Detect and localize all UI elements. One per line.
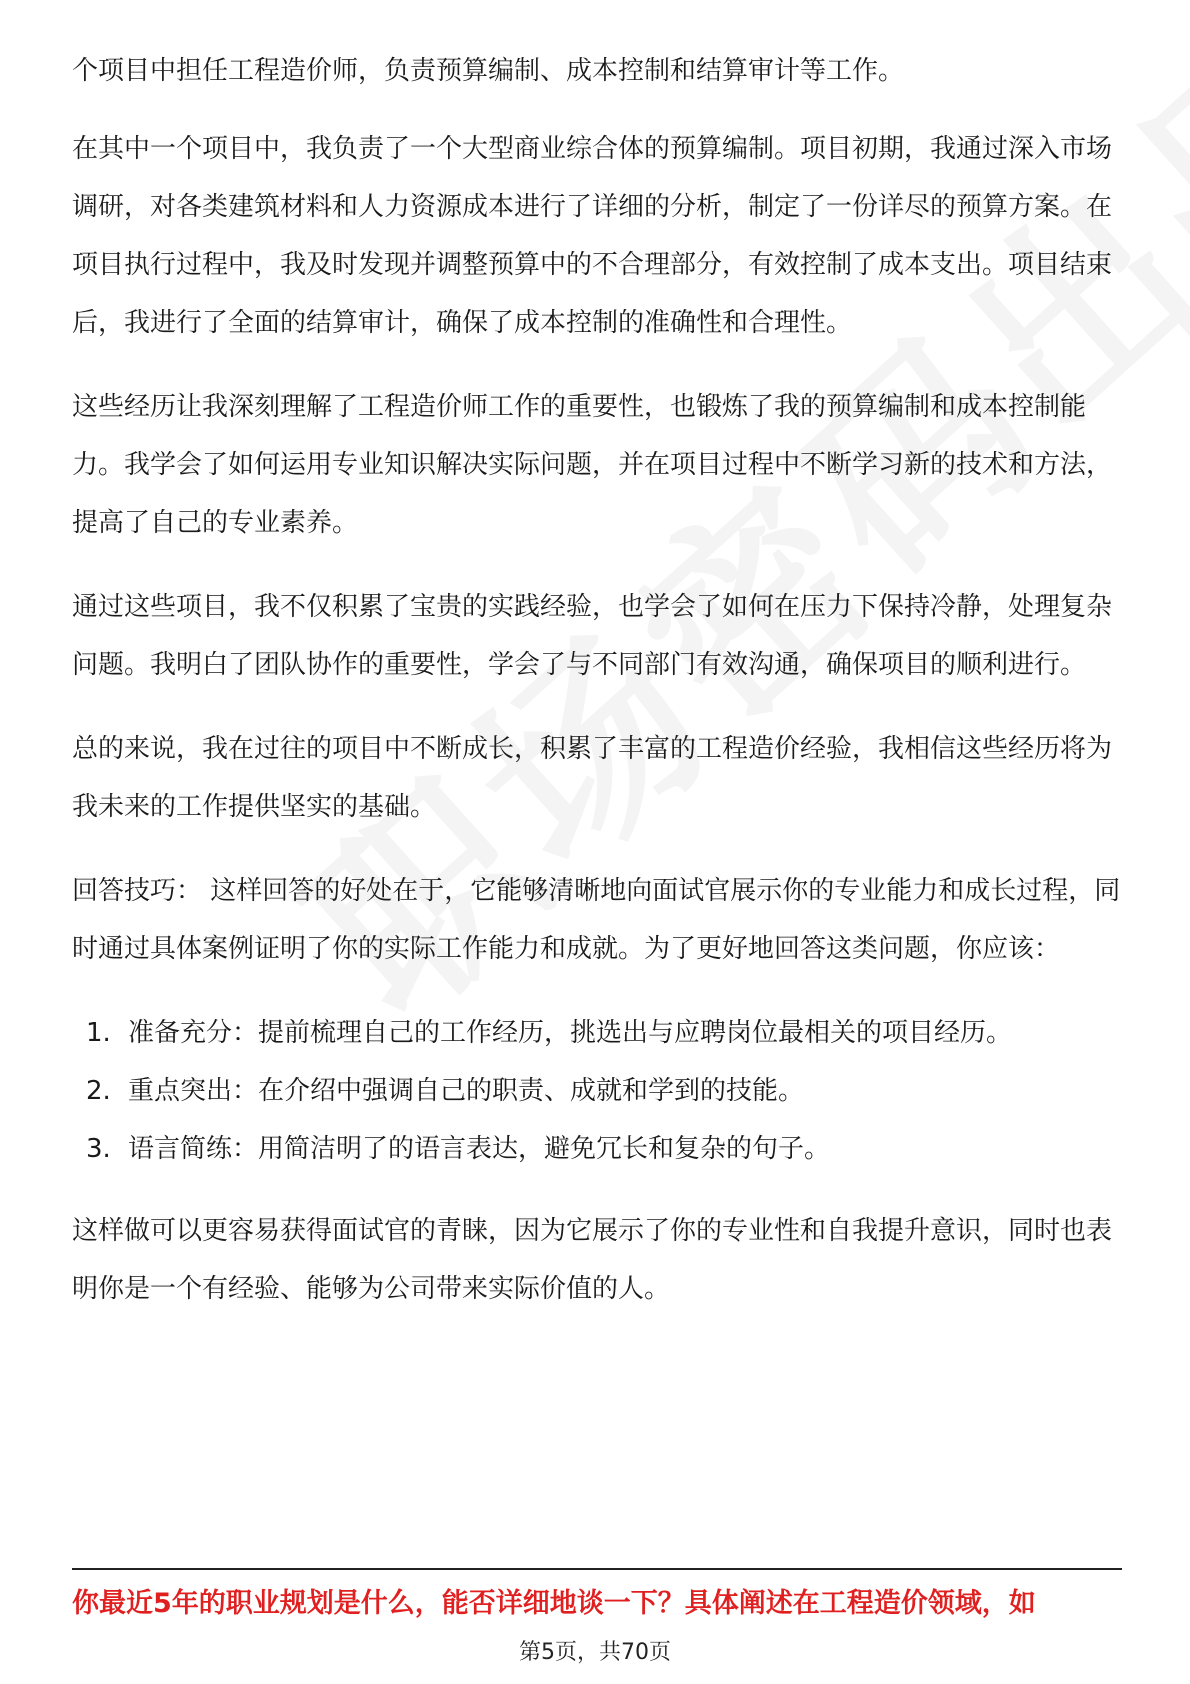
paragraph: 这些经历让我深刻理解了工程造价师工作的重要性，也锻炼了我的预算编制和成本控制能力。我学会了如何运用专业知识解决实际问题，并在项目过程中不断学习新的技术和方法，提高了自己的专业素养。 <box>72 392 1113 538</box>
list-text: 重点突出：在介绍中强调自己的职责、成就和学到的技能。 <box>128 1076 805 1106</box>
paragraph: 总的来说，我在过往的项目中不断成长，积累了丰富的工程造价经验，我相信这些经历将为我未来的工作提供坚实的基础。 <box>72 734 1113 822</box>
main-content <box>72 42 1122 1344</box>
paragraph: 在其中一个项目中，我负责了一个大型商业综合体的预算编制。项目初期，我通过深入市场调研，对各类建筑材料和人力资源成本进行了详细的分析，制定了一份详尽的预算方案。在项目执行过程中，我及时发现并调整预算中的不合理部分，有效控制了成本支出。项目结束后，我进行了全面的结算审计，确保了成本控制的准确性和合理性。 <box>72 134 1113 338</box>
list-item <box>72 1062 1122 1120</box>
list-text: 语言简练：用简洁明了的语言表达，避免冗长和复杂的句子。 <box>128 1134 831 1164</box>
list-number: 2. <box>86 1076 111 1106</box>
list-number: 1. <box>86 1018 111 1048</box>
list-text: 准备充分：提前梳理自己的工作经历，挑选出与应聘岗位最相关的项目经历。 <box>128 1018 1013 1048</box>
tips-list <box>72 1004 1122 1178</box>
list-item <box>72 1004 1122 1062</box>
divider <box>72 1568 1122 1570</box>
list-number: 3. <box>86 1134 111 1164</box>
page-number: 第5页，共70页 <box>519 1640 671 1665</box>
closing-paragraph: 这样做可以更容易获得面试官的青睐，因为它展示了你的专业性和自我提升意识，同时也表明你是一个有经验、能够为公司带来实际价值的人。 <box>72 1216 1113 1304</box>
next-question-heading: 你最近5年的职业规划是什么，能否详细地谈一下？具体阐述在工程造价领域，如 <box>72 1588 1036 1619</box>
list-item <box>72 1120 1122 1178</box>
paragraph: 通过这些项目，我不仅积累了宝贵的实践经验，也学会了如何在压力下保持冷静，处理复杂问题。我明白了团队协作的重要性，学会了与不同部门有效沟通，确保项目的顺利进行。 <box>72 592 1113 680</box>
paragraph: 个项目中担任工程造价师，负责预算编制、成本控制和结算审计等工作。 <box>72 56 905 86</box>
answer-tips-paragraph: 回答技巧： 这样回答的好处在于，它能够清晰地向面试官展示你的专业能力和成长过程，同时通过具体案例证明了你的实际工作能力和成就。为了更好地回答这类问题，你应该： <box>72 876 1121 964</box>
